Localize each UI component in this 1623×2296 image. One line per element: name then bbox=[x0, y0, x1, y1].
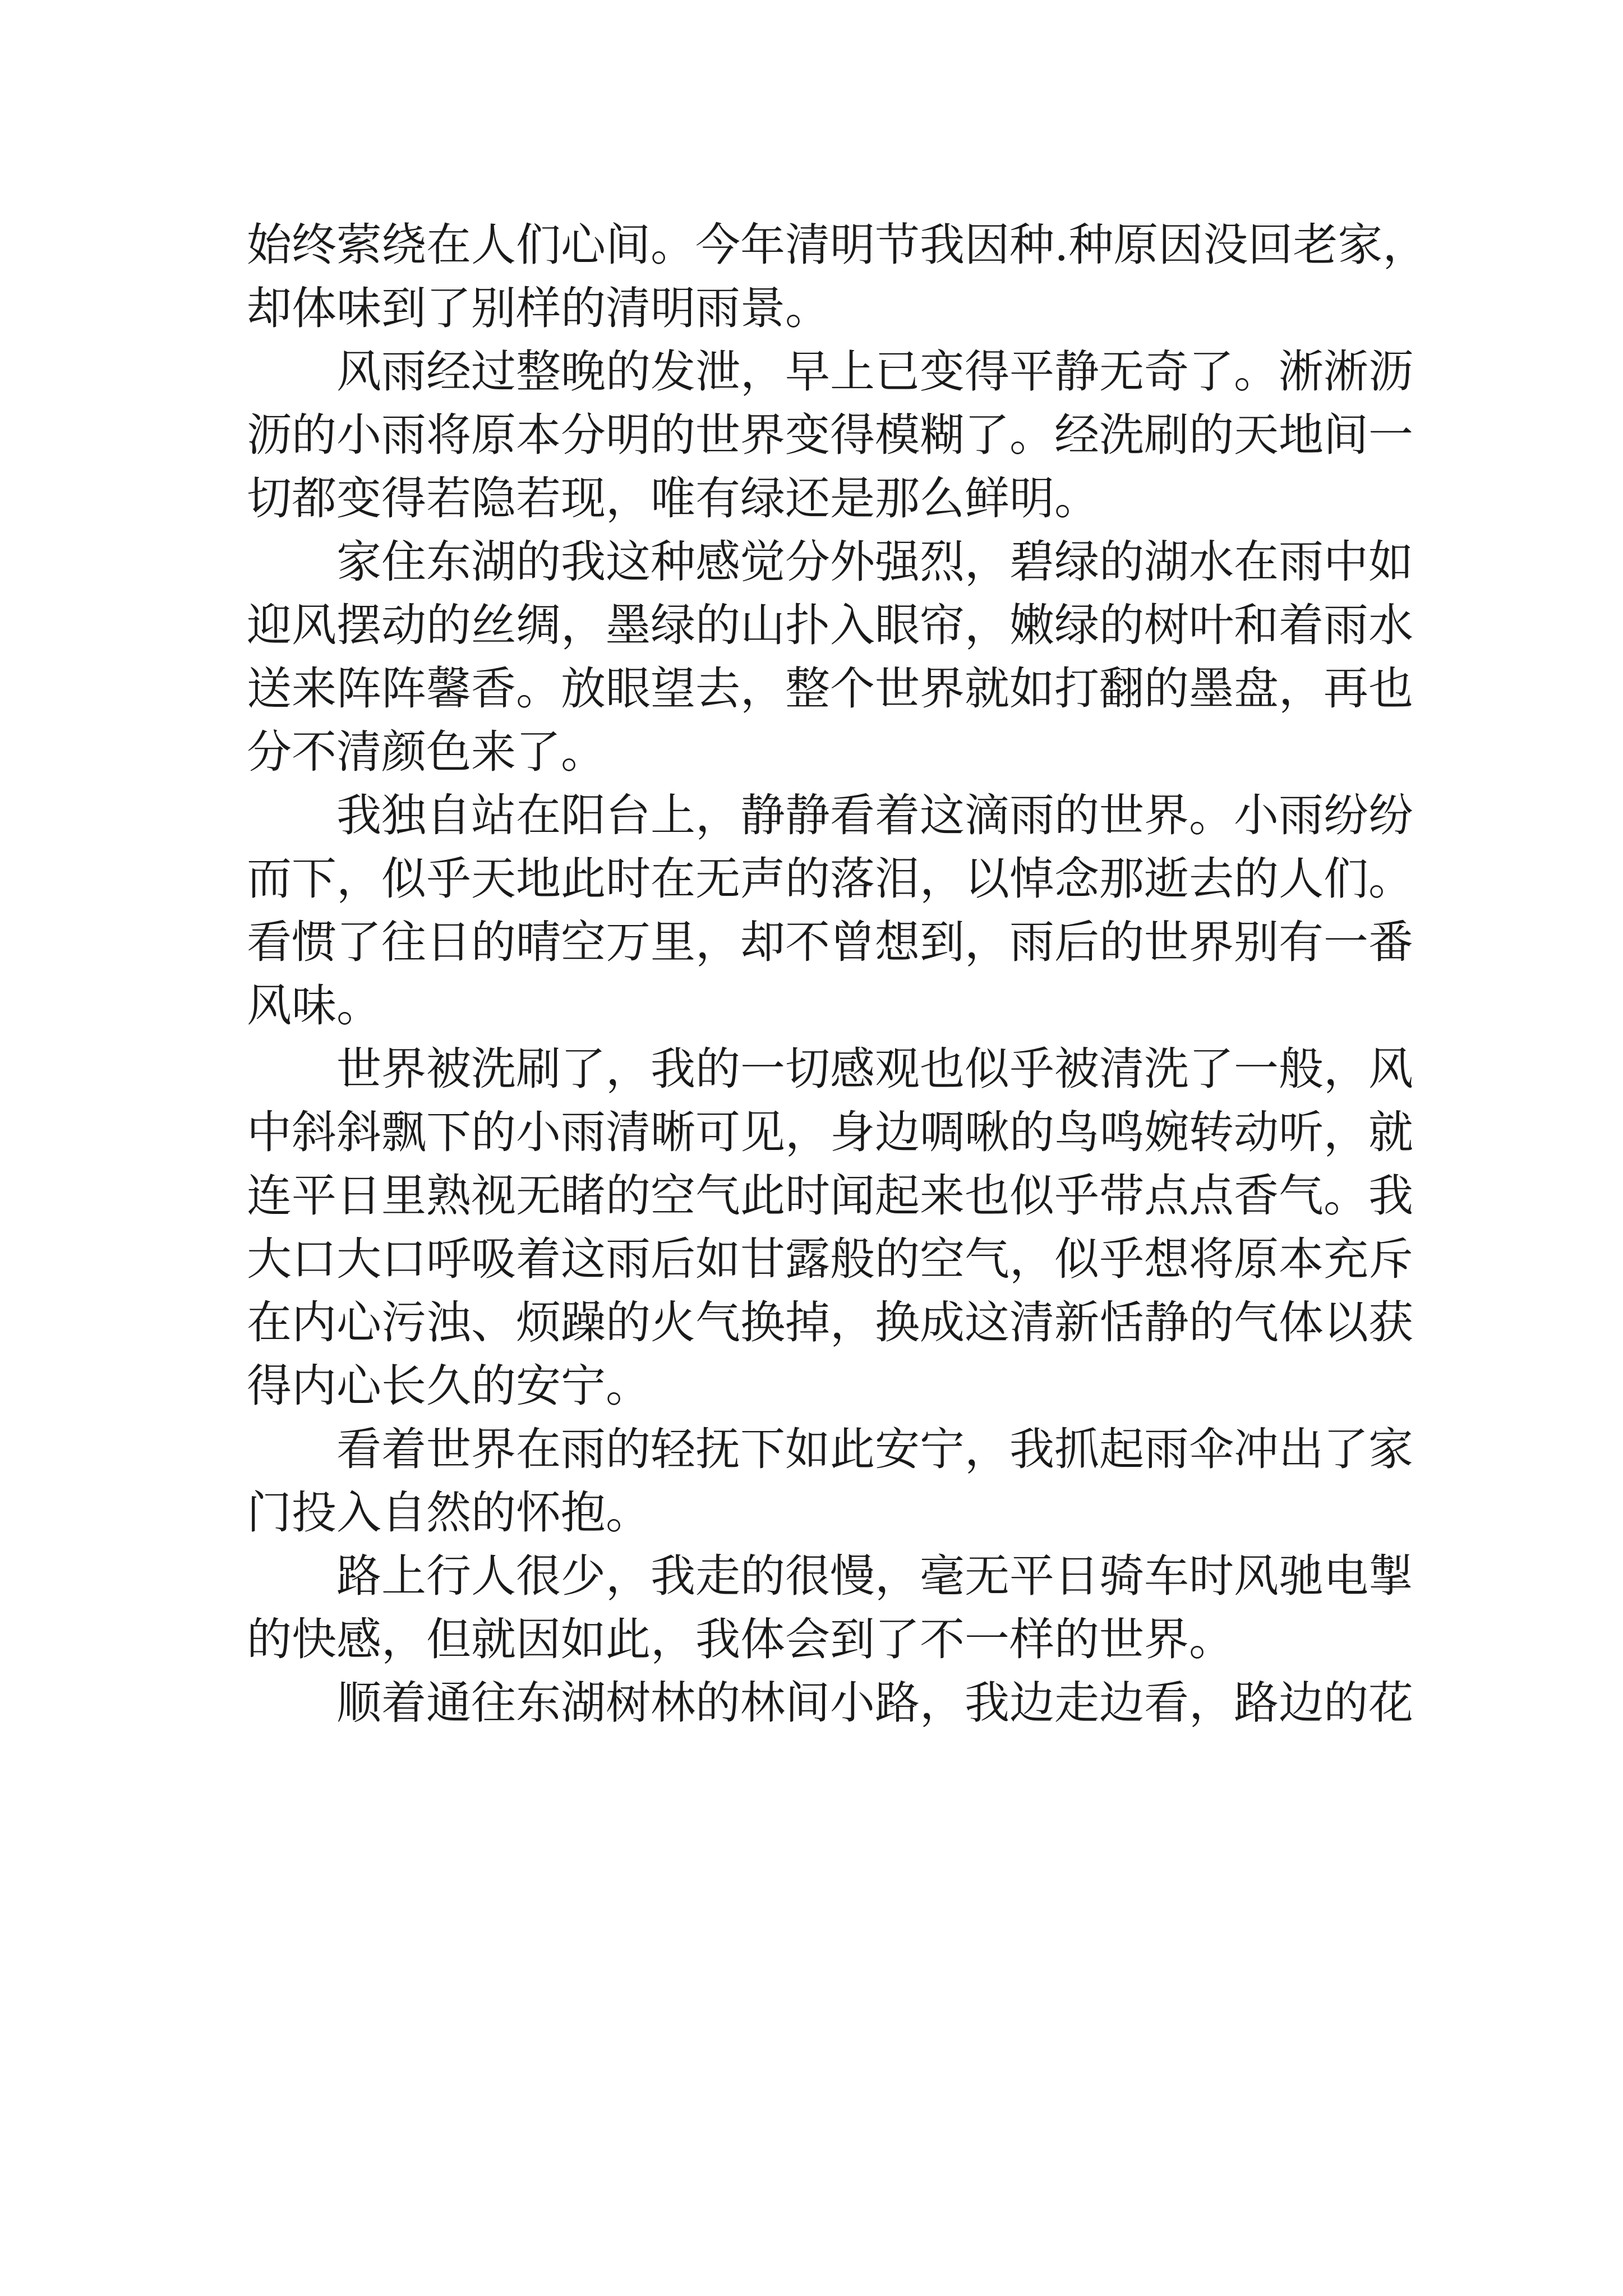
paragraph bbox=[247, 213, 1428, 340]
paragraph bbox=[247, 1037, 1413, 1418]
text-line: 而下，似乎天地此时在无声的落泪，以悼念那逝去的人们。 bbox=[247, 853, 1413, 905]
text-line: 得内心长久的安宁。 bbox=[247, 1360, 651, 1412]
text-line: 风雨经过整晚的发泄，早上已变得平静无奇了。淅淅沥 bbox=[336, 346, 1413, 398]
text-line: 分不清颜色来了。 bbox=[247, 726, 606, 778]
text-line: 中斜斜飘下的小雨清晰可见，身边啁啾的鸟鸣婉转动听，就 bbox=[247, 1106, 1413, 1158]
text-line: 顺着通往东湖树林的林间小路，我边走边看，路边的花 bbox=[336, 1677, 1413, 1729]
text-line: 大口大口呼吸着这雨后如甘露般的空气，似乎想将原本充斥 bbox=[247, 1233, 1413, 1285]
paragraph bbox=[247, 1671, 1413, 1734]
text-line: 却体味到了别样的清明雨景。 bbox=[247, 282, 830, 334]
paragraph bbox=[247, 530, 1413, 784]
text-line: 沥的小雨将原本分明的世界变得模糊了。经洗刷的天地间一 bbox=[247, 409, 1413, 461]
text-line: 风味。 bbox=[247, 979, 381, 1032]
paragraph bbox=[247, 1418, 1413, 1544]
text-line: 的快感，但就因如此，我体会到了不一样的世界。 bbox=[247, 1613, 1234, 1665]
text-line: 迎风摆动的丝绸，墨绿的山扑入眼帘，嫩绿的树叶和着雨水 bbox=[247, 599, 1413, 651]
text-line: 门投入自然的怀抱。 bbox=[247, 1487, 651, 1539]
document-body bbox=[247, 213, 1428, 1734]
text-line: 世界被洗刷了，我的一切感观也似乎被清洗了一般，风 bbox=[336, 1043, 1413, 1095]
text-line: 切都变得若隐若现，唯有绿还是那么鲜明。 bbox=[247, 472, 1099, 524]
paragraph bbox=[247, 784, 1413, 1037]
text-line: 连平日里熟视无睹的空气此时闻起来也似乎带点点香气。我 bbox=[247, 1170, 1413, 1222]
paragraph bbox=[247, 1544, 1413, 1671]
text-line: 始终萦绕在人们心间。今年清明节我因种.种原因没回老家， bbox=[247, 219, 1428, 271]
text-line: 家住东湖的我这种感觉分外强烈，碧绿的湖水在雨中如 bbox=[336, 536, 1413, 588]
text-line: 我独自站在阳台上，静静看着这滴雨的世界。小雨纷纷 bbox=[336, 789, 1413, 841]
text-line: 看着世界在雨的轻抚下如此安宁，我抓起雨伞冲出了家 bbox=[336, 1423, 1413, 1475]
text-line: 看惯了往日的晴空万里，却不曾想到，雨后的世界别有一番 bbox=[247, 916, 1413, 968]
paragraph bbox=[247, 340, 1413, 530]
text-line: 在内心污浊、烦躁的火气换掉，换成这清新恬静的气体以获 bbox=[247, 1296, 1413, 1349]
text-line: 送来阵阵馨香。放眼望去，整个世界就如打翻的墨盘，再也 bbox=[247, 662, 1413, 715]
text-line: 路上行人很少，我走的很慢，毫无平日骑车时风驰电掣 bbox=[336, 1550, 1413, 1602]
